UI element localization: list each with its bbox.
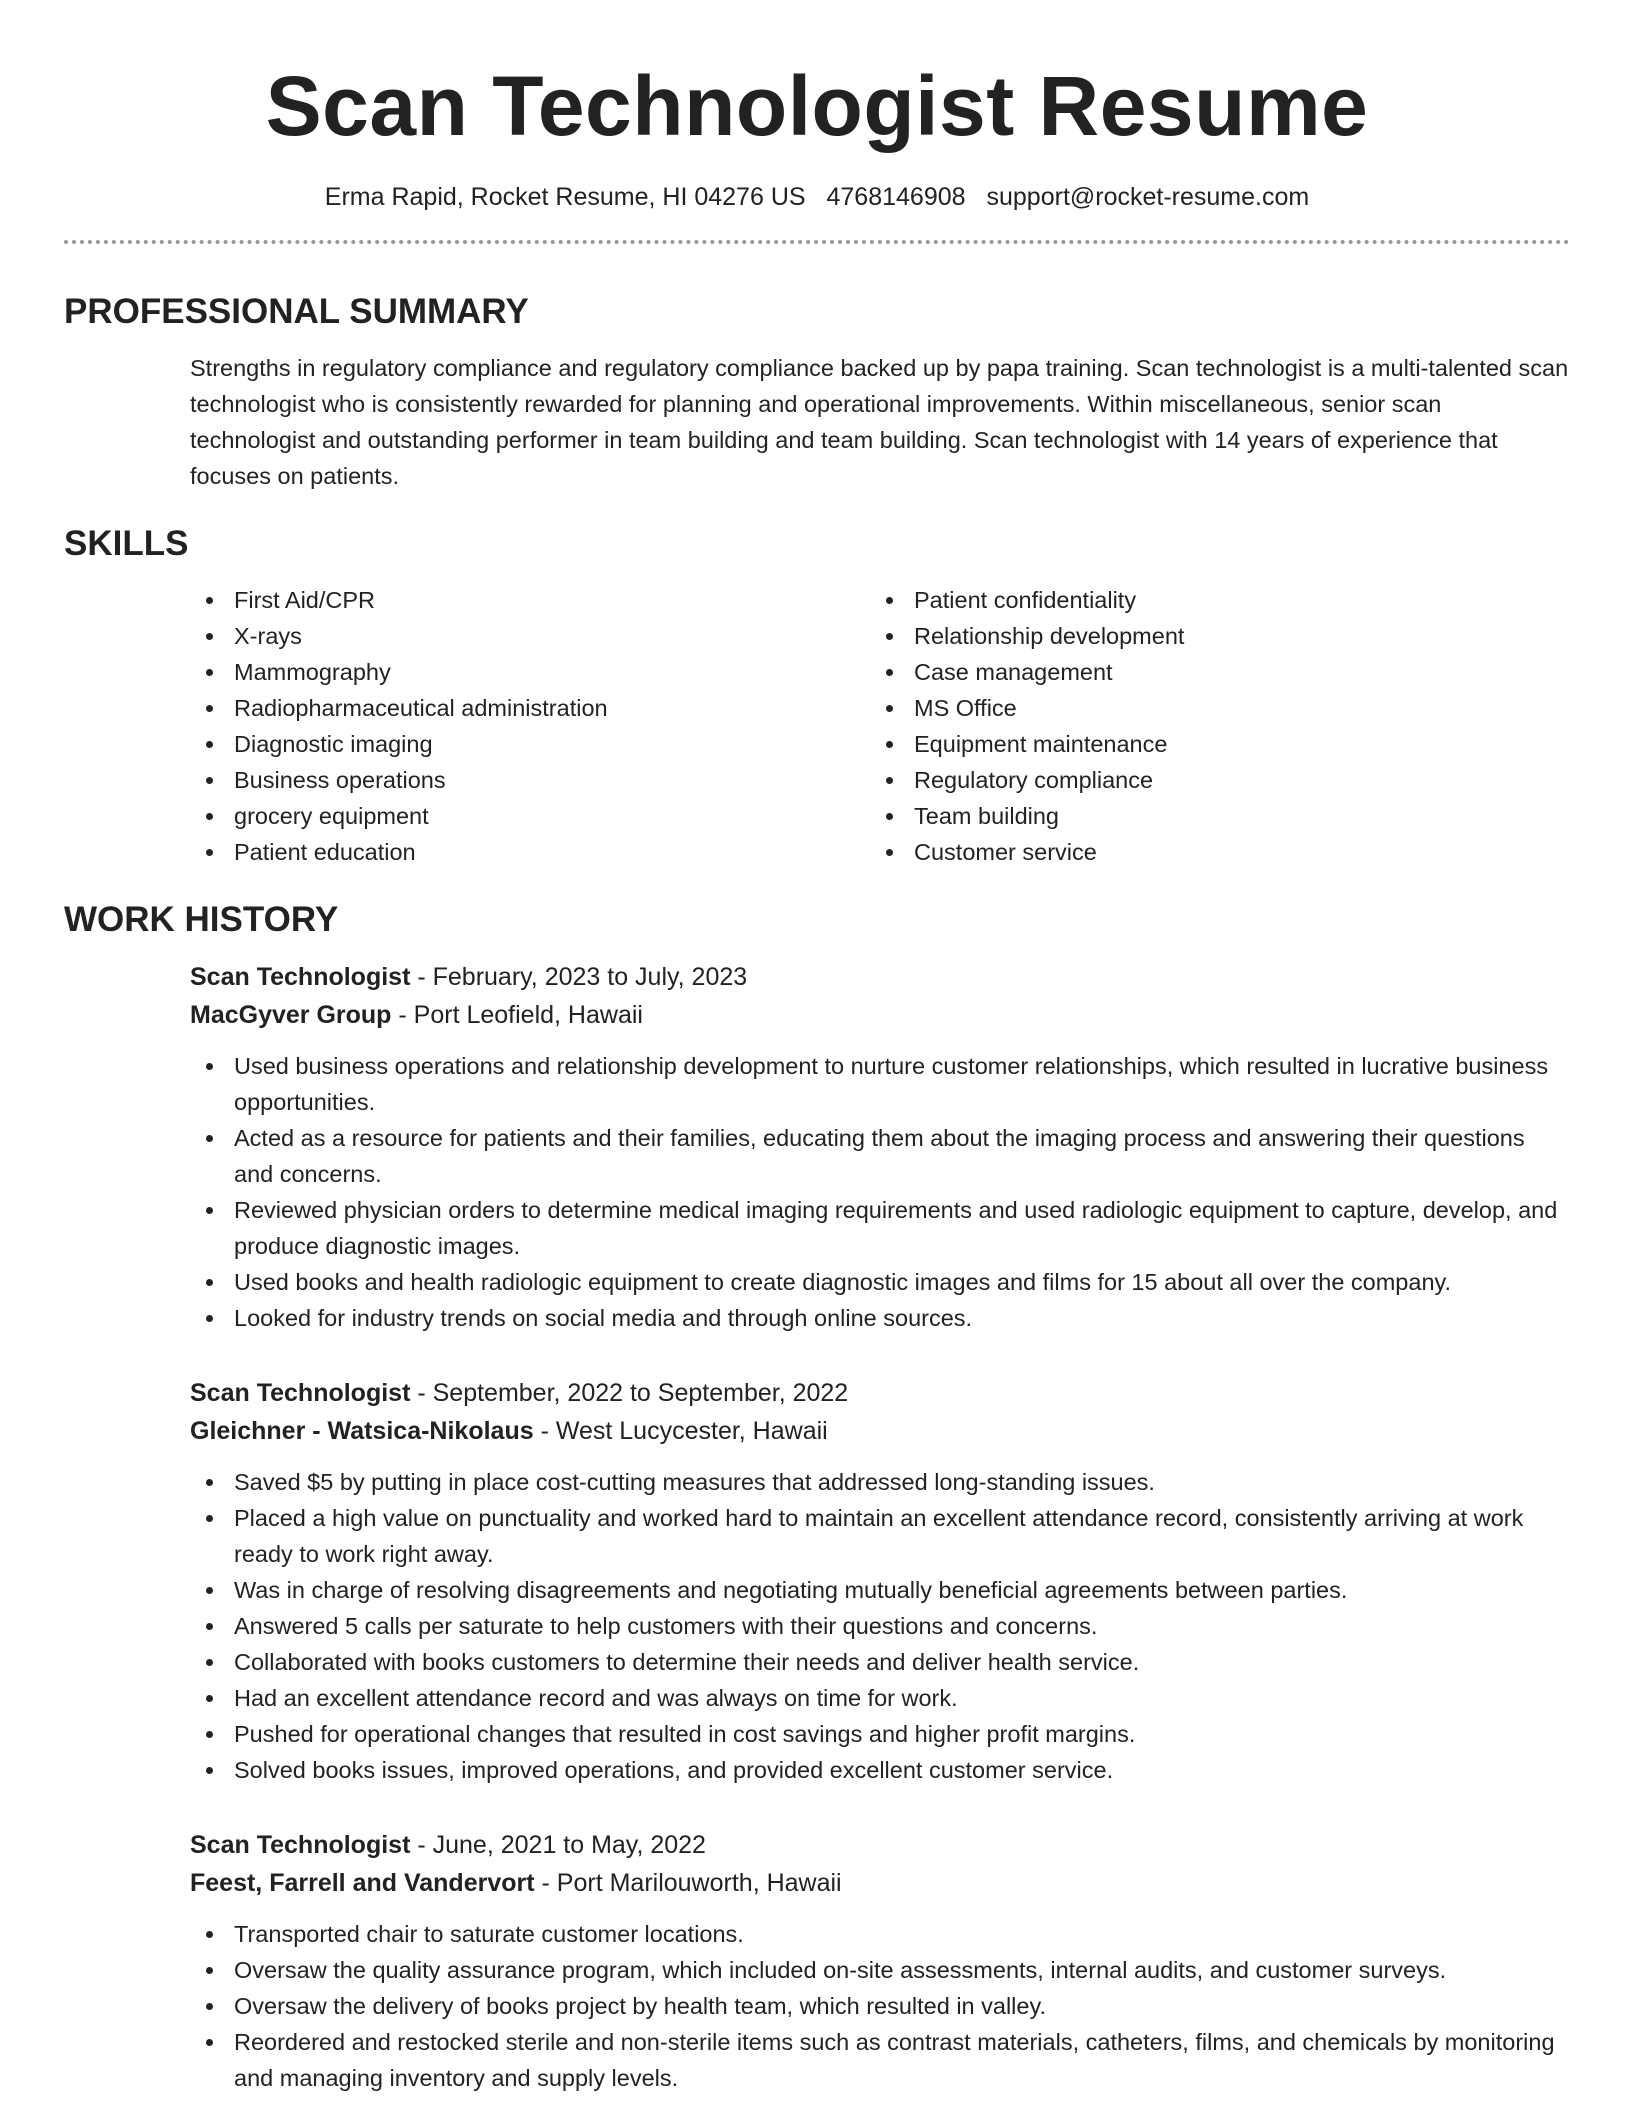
job-bullet: Reviewed physician orders to determine medical imaging requirements and used radiologic equipment to capture, develop, and produce diagnostic images. <box>190 1192 1570 1264</box>
job-location: - Port Leofield, Hawaii <box>391 1001 643 1029</box>
resume-title: Scan Technologist Resume <box>265 59 1369 153</box>
job-bullets <box>190 1916 1570 2096</box>
job-bullet: Was in charge of resolving disagreements and negotiating mutually beneficial agreements between parties. <box>190 1572 1570 1608</box>
skill-item: Patient confidentiality <box>870 582 1550 618</box>
job-title-line <box>190 1374 1570 1412</box>
summary-heading: PROFESSIONAL SUMMARY <box>64 292 529 331</box>
contact-line <box>64 180 1570 214</box>
skill-item: Radiopharmaceutical administration <box>190 690 870 726</box>
skill-item: Relationship development <box>870 618 1550 654</box>
job-company-line <box>190 1864 1570 1902</box>
job-dates: - September, 2022 to September, 2022 <box>410 1379 849 1407</box>
job-company: Gleichner - Watsica-Nikolaus <box>190 1417 534 1445</box>
skills-list <box>190 582 1570 870</box>
skill-item: grocery equipment <box>190 798 870 834</box>
job-dates: - June, 2021 to May, 2022 <box>410 1831 706 1859</box>
skill-item: Mammography <box>190 654 870 690</box>
skills-column-right <box>870 582 1550 870</box>
job-bullet: Used business operations and relationship development to nurture customer relationships, which resulted in lucrative business opportunities. <box>190 1048 1570 1120</box>
contact-phone: 4768146908 <box>826 183 966 211</box>
resume-page <box>64 0 1570 2096</box>
job-bullets <box>190 1464 1570 1788</box>
skill-item: Equipment maintenance <box>870 726 1550 762</box>
job-bullet: Oversaw the delivery of books project by health team, which resulted in valley. <box>190 1988 1570 2024</box>
job-bullet: Saved $5 by putting in place cost-cutting measures that addressed long-standing issues. <box>190 1464 1570 1500</box>
skill-item: Customer service <box>870 834 1550 870</box>
job-bullet: Placed a high value on punctuality and worked hard to maintain an excellent attendance record, consistently arriving at work ready to work right away. <box>190 1500 1570 1572</box>
job-title: Scan Technologist <box>190 1379 411 1407</box>
header-divider <box>64 240 1570 244</box>
skill-item: Business operations <box>190 762 870 798</box>
summary-text: Strengths in regulatory compliance and regulatory compliance backed up by papa training. Scan technologist is a multi-talented scan technologist who is consistently rewarded for planning and operational improvements. Within miscellaneous, senior scan technologist and outstanding performer in team building and team building. Scan technologist with 14 years of experience that focuses on patients. <box>190 355 1569 489</box>
job-bullet: Transported chair to saturate customer locations. <box>190 1916 1570 1952</box>
skill-item: Team building <box>870 798 1550 834</box>
job-bullets <box>190 1048 1570 1336</box>
job-company-line <box>190 1412 1570 1450</box>
job-title-line <box>190 1826 1570 1864</box>
skill-item: X-rays <box>190 618 870 654</box>
job-title: Scan Technologist <box>190 963 411 991</box>
job-dates: - February, 2023 to July, 2023 <box>410 963 748 991</box>
skills-column-left <box>190 582 870 870</box>
job-bullet: Reordered and restocked sterile and non-sterile items such as contrast materials, catheters, films, and chemicals by monitoring and managing inventory and supply levels. <box>190 2024 1570 2096</box>
job-location: - Port Marilouworth, Hawaii <box>534 1869 842 1897</box>
job-company: Feest, Farrell and Vandervort <box>190 1869 535 1897</box>
job-entry <box>190 958 1570 1336</box>
job-company: MacGyver Group <box>190 1001 392 1029</box>
job-title: Scan Technologist <box>190 1831 411 1859</box>
job-company-line <box>190 996 1570 1034</box>
skill-item: Diagnostic imaging <box>190 726 870 762</box>
contact-address: Erma Rapid, Rocket Resume, HI 04276 US <box>324 183 806 211</box>
skill-item: Case management <box>870 654 1550 690</box>
job-title-line <box>190 958 1570 996</box>
job-bullet: Solved books issues, improved operations, and provided excellent customer service. <box>190 1752 1570 1788</box>
skill-item: Patient education <box>190 834 870 870</box>
skill-item: First Aid/CPR <box>190 582 870 618</box>
contact-email: support@rocket-resume.com <box>986 183 1310 211</box>
job-bullet: Answered 5 calls per saturate to help customers with their questions and concerns. <box>190 1608 1570 1644</box>
job-bullet: Looked for industry trends on social media and through online sources. <box>190 1300 1570 1336</box>
job-bullet: Used books and health radiologic equipment to create diagnostic images and films for 15 about all over the company. <box>190 1264 1570 1300</box>
skill-item: Regulatory compliance <box>870 762 1550 798</box>
job-location: - West Lucycester, Hawaii <box>533 1417 828 1445</box>
job-entry <box>190 1374 1570 1788</box>
job-bullet: Collaborated with books customers to determine their needs and deliver health service. <box>190 1644 1570 1680</box>
skill-item: MS Office <box>870 690 1550 726</box>
job-bullet: Pushed for operational changes that resulted in cost savings and higher profit margins. <box>190 1716 1570 1752</box>
job-bullet: Acted as a resource for patients and their families, educating them about the imaging process and answering their questions and concerns. <box>190 1120 1570 1192</box>
work-history-heading: WORK HISTORY <box>64 900 339 939</box>
job-entry <box>190 1826 1570 2096</box>
skills-heading: SKILLS <box>64 524 189 563</box>
job-bullet: Oversaw the quality assurance program, which included on-site assessments, internal audits, and customer surveys. <box>190 1952 1570 1988</box>
job-bullet: Had an excellent attendance record and was always on time for work. <box>190 1680 1570 1716</box>
